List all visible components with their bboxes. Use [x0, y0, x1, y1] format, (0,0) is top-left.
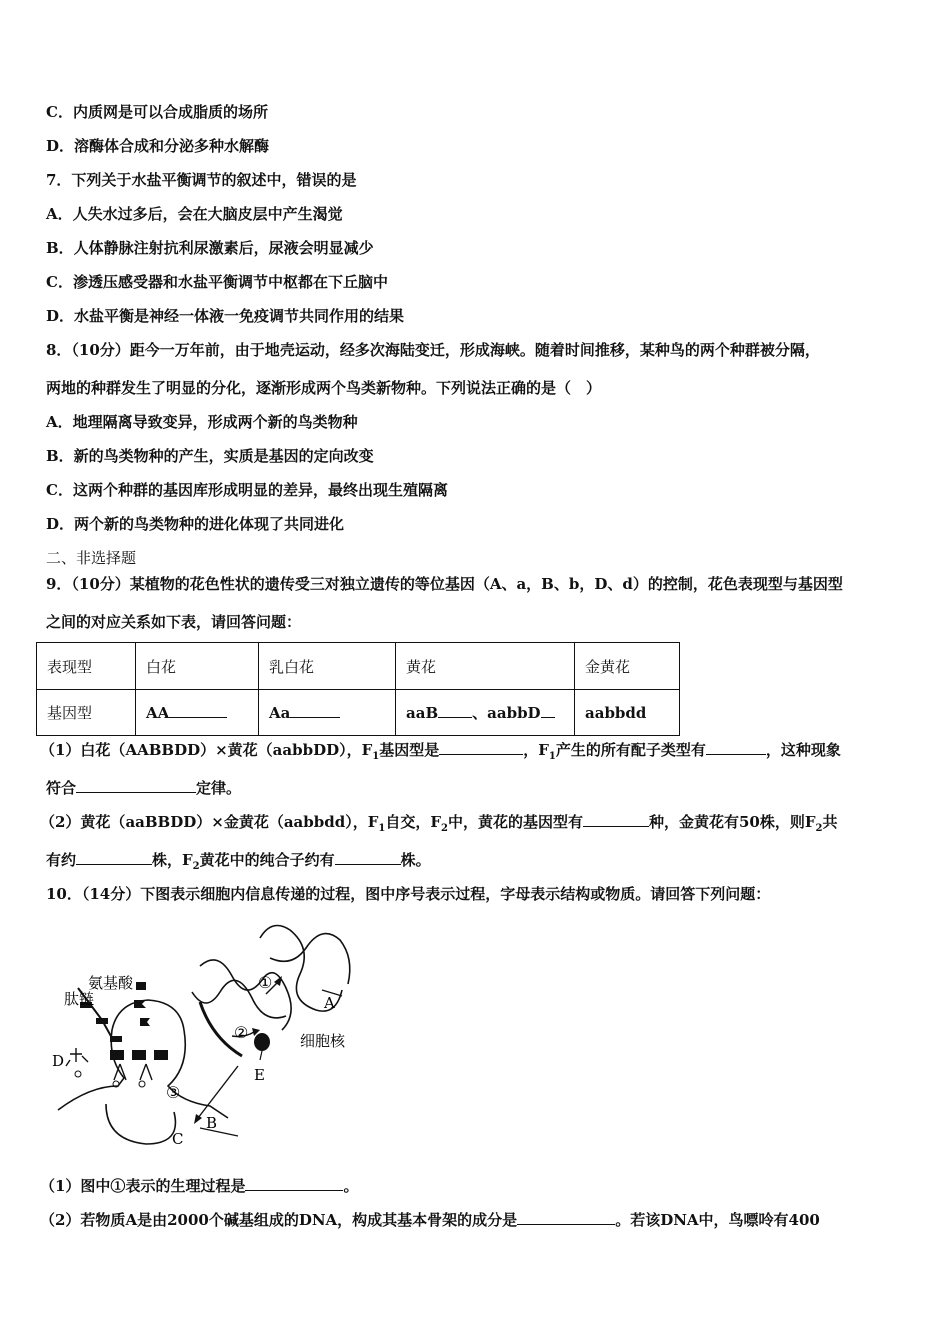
- table-cell: 黄花: [396, 643, 575, 690]
- answer-blank: [76, 778, 196, 793]
- genotype-yellow-1: aaB: [406, 704, 439, 722]
- answer-blank: [438, 703, 472, 718]
- text-segment: 产生的所有配子类型有: [555, 741, 706, 759]
- q6-option-c: C．内质网是可以合成脂质的场所: [46, 103, 268, 121]
- pointer-e: [260, 1051, 262, 1060]
- subscript: 2: [192, 861, 200, 872]
- answer-blank: [335, 850, 401, 865]
- q8-option-a: A．地理隔离导致变异，形成两个新的鸟类物种: [46, 413, 358, 431]
- text-segment: 。: [343, 1177, 359, 1195]
- label-b: B: [206, 1114, 218, 1132]
- q9-stem-line2: 之间的对应关系如下表，请回答问题：: [46, 613, 302, 631]
- section-heading: 二、非选择题: [46, 549, 137, 567]
- table-cell: [259, 690, 396, 736]
- genotype-table: [36, 642, 680, 736]
- peptide-chain: [96, 1018, 108, 1024]
- q9-part1-line1: [40, 740, 841, 767]
- label-c: C: [172, 1130, 184, 1148]
- q10-part1: [40, 1176, 358, 1196]
- mrna-strand: [106, 1104, 175, 1144]
- q10-stem: 10．（14分）下图表示细胞内信息传递的过程，图中序号表示过程，字母表示结构或物质。请回答下列问题：: [46, 885, 771, 903]
- subscript: 1: [548, 751, 556, 762]
- cell-information-figure: [50, 918, 380, 1158]
- text-segment: 株。: [400, 851, 431, 869]
- table-cell: [396, 690, 575, 736]
- label-process-1: ①: [258, 973, 273, 992]
- text-segment: （1）图中①表示的生理过程是: [40, 1177, 246, 1195]
- table-row: [37, 690, 680, 736]
- table-row: [37, 643, 680, 690]
- text-segment: 。若该DNA中，鸟嘌呤有400: [615, 1211, 820, 1229]
- q9-part2-line2: [46, 850, 431, 877]
- amino-acid-shape: [140, 1018, 150, 1026]
- trna-d-structure: [75, 1071, 81, 1077]
- genotype-yellow-2: aabbD: [487, 704, 541, 722]
- text-segment: 基因型是: [379, 741, 440, 759]
- trna-shape: [154, 1050, 168, 1060]
- q9-part2-line1: [40, 812, 837, 839]
- text-segment: （2）若物质A是由2000个碱基组成的DNA，构成其基本骨架的成分是: [40, 1211, 518, 1229]
- answer-blank: [245, 1176, 343, 1191]
- label-process-2: ②: [234, 1023, 249, 1042]
- text-segment: 黄花中的纯合子约有: [199, 851, 335, 869]
- trna-shape: [139, 1081, 145, 1087]
- table-cell: 白花: [136, 643, 259, 690]
- q7-stem: 7．下列关于水盐平衡调节的叙述中，错误的是: [46, 171, 357, 189]
- text-segment: （2）黄花（aaBBDD）×金黄花（aabbdd），F: [40, 813, 379, 831]
- table-cell: aabbdd: [575, 690, 680, 736]
- subscript: 1: [378, 823, 386, 834]
- answer-blank: [583, 812, 649, 827]
- q9-stem-line1: 9．（10分）某植物的花色性状的遗传受三对独立遗传的等位基因（A、a，B、b，D、d）的控制，花色表现型与基因型: [46, 575, 843, 593]
- label-amino-acid: 氨基酸: [88, 974, 134, 992]
- answer-blank: [517, 1210, 615, 1225]
- text-segment: 共: [822, 813, 838, 831]
- q10-part2: [40, 1210, 820, 1230]
- q7-option-d: D．水盐平衡是神经一体液一免疫调节共同作用的结果: [46, 307, 405, 325]
- q8-stem-line1: 8．（10分）距今一万年前，由于地壳运动，经多次海陆变迁，形成海峡。随着时间推移，某种鸟的两个种群被分隔，: [46, 341, 820, 359]
- export-arrow: [198, 1066, 238, 1118]
- text-segment: 定律。: [196, 779, 242, 797]
- subscript: 1: [372, 751, 380, 762]
- answer-blank: [706, 740, 766, 755]
- trna-shape: [110, 1050, 124, 1060]
- label-peptide: 肽链: [64, 990, 95, 1008]
- q7-option-b: B．人体静脉注射抗利尿激素后，尿液会明显减少: [46, 239, 374, 257]
- q7-option-a: A．人失水过多后，会在大脑皮层中产生渴觉: [46, 205, 343, 223]
- amino-acid-shape: [134, 1000, 146, 1008]
- q8-option-c: C．这两个种群的基因库形成明显的差异，最终出现生殖隔离: [46, 481, 448, 499]
- answer-blank: [541, 703, 555, 718]
- text-segment: 有约: [46, 851, 77, 869]
- trna-d-structure: [66, 1048, 88, 1066]
- answer-blank: [290, 703, 340, 718]
- answer-blank: [76, 850, 152, 865]
- text-segment: 株，F: [152, 851, 193, 869]
- separator: 、: [472, 704, 488, 722]
- dna-helix: [270, 934, 350, 984]
- text-segment: 种，金黄花有50株，则F: [648, 813, 816, 831]
- table-cell: 金黄花: [575, 643, 680, 690]
- label-nucleus: 细胞核: [300, 1032, 346, 1050]
- text-segment: 符合: [46, 779, 77, 797]
- text-segment: （1）白花（AABBDD）×黄花（aabbDD），F: [40, 741, 373, 759]
- table-cell: 表现型: [37, 643, 136, 690]
- q9-part1-line2: [46, 778, 241, 798]
- amino-acid-shape: [136, 982, 146, 990]
- q8-option-d: D．两个新的鸟类物种的进化体现了共同进化: [46, 515, 345, 533]
- trna-shape: [132, 1050, 146, 1060]
- label-process-3: ③: [166, 1083, 181, 1102]
- enzyme-e: [254, 1033, 270, 1051]
- label-a: A: [324, 994, 335, 1012]
- genotype-white: AA: [146, 704, 170, 722]
- table-cell: [136, 690, 259, 736]
- q8-stem-line2: 两地的种群发生了明显的分化，逐渐形成两个鸟类新物种。下列说法正确的是（ ）: [46, 379, 602, 397]
- text-segment: 中，黄花的基因型有: [447, 813, 583, 831]
- label-d: D: [52, 1052, 65, 1070]
- genotype-milkwhite: Aa: [269, 704, 291, 722]
- subscript: 2: [815, 823, 823, 834]
- table-cell: 乳白花: [259, 643, 396, 690]
- q6-option-d: D．溶酶体合成和分泌多种水解酶: [46, 137, 270, 155]
- dna-helix: [200, 960, 291, 1030]
- text-segment: ，F: [523, 741, 549, 759]
- answer-blank: [439, 740, 523, 755]
- peptide-chain: [110, 1036, 122, 1042]
- label-e: E: [254, 1066, 265, 1084]
- q8-option-b: B．新的鸟类物种的产生，实质是基因的定向改变: [46, 447, 374, 465]
- q7-option-c: C．渗透压感受器和水盐平衡调节中枢都在下丘脑中: [46, 273, 388, 291]
- table-cell: 基因型: [37, 690, 136, 736]
- text-segment: 自交，F: [385, 813, 441, 831]
- subscript: 2: [440, 823, 448, 834]
- answer-blank: [169, 703, 227, 718]
- text-segment: ，这种现象: [765, 741, 841, 759]
